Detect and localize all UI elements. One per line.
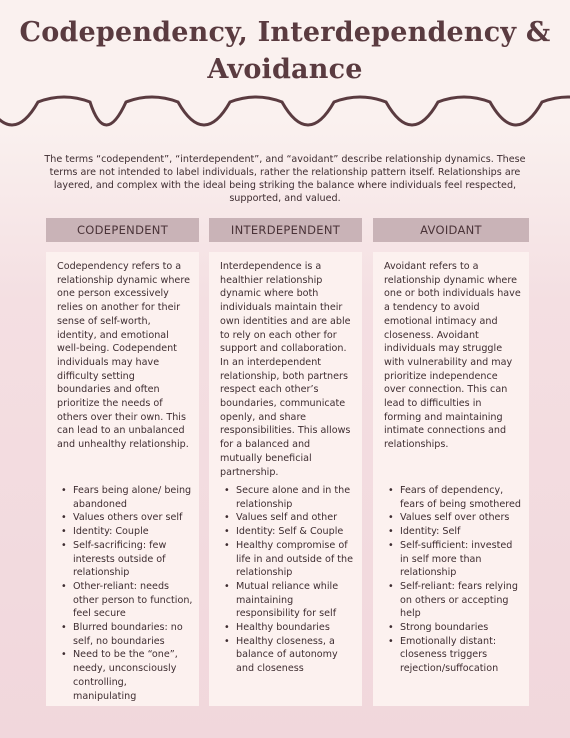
list-item: • Mutual reliance while maintaining responsibility for self xyxy=(236,580,356,621)
list-item: • Other-reliant: needs other person to function, feel secure xyxy=(73,580,193,621)
interdependent-traits-list xyxy=(220,484,356,676)
list-item: • Healthy boundaries xyxy=(236,621,356,635)
column-codependent xyxy=(46,252,199,706)
intro-text: The terms “codependent”, “interdependent”, and “avoidant” describe relationship dynamics. These terms are not intended to label individuals, rather the relationship pattern itself. Relationships are layered, and complex with the ideal being striking the balance where individuals feel respected, supported, and valued. xyxy=(44,154,526,204)
page-title-line-1: Codependency, Interdependency & xyxy=(19,17,551,48)
list-item: • Fears being alone/ being abandoned xyxy=(73,484,193,511)
list-item: • Identity: Self xyxy=(400,525,523,539)
list-item: • Self-sufficient: invested in self more than relationship xyxy=(400,539,523,580)
scallop-divider xyxy=(0,92,570,150)
interdependent-description: Interdependence is a healthier relationship dynamic where both individuals maintain their own identities and are able to rely on each other for support and collaboration. In an interdependent relationship, both partners respect each other’s boundaries, communicate openly, and share responsibilities. This allows for a balanced and mutually beneficial partnership. xyxy=(220,261,351,478)
list-item: • Strong boundaries xyxy=(400,621,523,635)
column-avoidant xyxy=(373,252,529,706)
header-interdependent: INTERDEPENDENT xyxy=(209,218,362,242)
codependent-traits-list xyxy=(57,484,193,703)
header-avoidant: AVOIDANT xyxy=(373,218,529,242)
avoidant-traits-list xyxy=(384,484,523,676)
list-item: • Healthy closeness, a balance of autonomy and closeness xyxy=(236,635,356,676)
list-item: • Identity: Self & Couple xyxy=(236,525,356,539)
header-codependent: CODEPENDENT xyxy=(46,218,199,242)
list-item: • Secure alone and in the relationship xyxy=(236,484,356,511)
scallop-line xyxy=(0,97,570,125)
avoidant-description: Avoidant refers to a relationship dynamic where one or both individuals have a tendency to avoid emotional intimacy and closeness. Avoidant individuals may struggle with vulnerability and may prioritize independence over connection. This can lead to difficulties in forming and maintaining intimate connections and relationships. xyxy=(384,261,521,451)
column-interdependent xyxy=(209,252,362,706)
list-item: • Values self and other xyxy=(236,511,356,525)
list-item: • Self-reliant: fears relying on others or accepting help xyxy=(400,580,523,621)
list-item: • Values others over self xyxy=(73,511,193,525)
list-item: • Need to be the “one”, needy, unconsciously controlling, manipulating xyxy=(73,648,193,703)
list-item: • Values self over others xyxy=(400,511,523,525)
list-item: • Identity: Couple xyxy=(73,525,193,539)
list-item: • Healthy compromise of life in and outside of the relationship xyxy=(236,539,356,580)
list-item: • Emotionally distant: closeness triggers rejection/suffocation xyxy=(400,635,523,676)
list-item: • Self-sacrificing: few interests outside of relationship xyxy=(73,539,193,580)
page-title-line-2: Avoidance xyxy=(207,54,363,85)
list-item: • Fears of dependency, fears of being smothered xyxy=(400,484,523,511)
page-title xyxy=(0,14,570,88)
list-item: • Blurred boundaries: no self, no boundaries xyxy=(73,621,193,648)
codependent-description: Codependency refers to a relationship dynamic where one person excessively relies on another for their sense of self-worth, identity, and emotional well-being. Codependent individuals may have difficulty setting boundaries and often prioritize the needs of others over their own. This can lead to an unbalanced and unhealthy relationship. xyxy=(57,261,190,451)
